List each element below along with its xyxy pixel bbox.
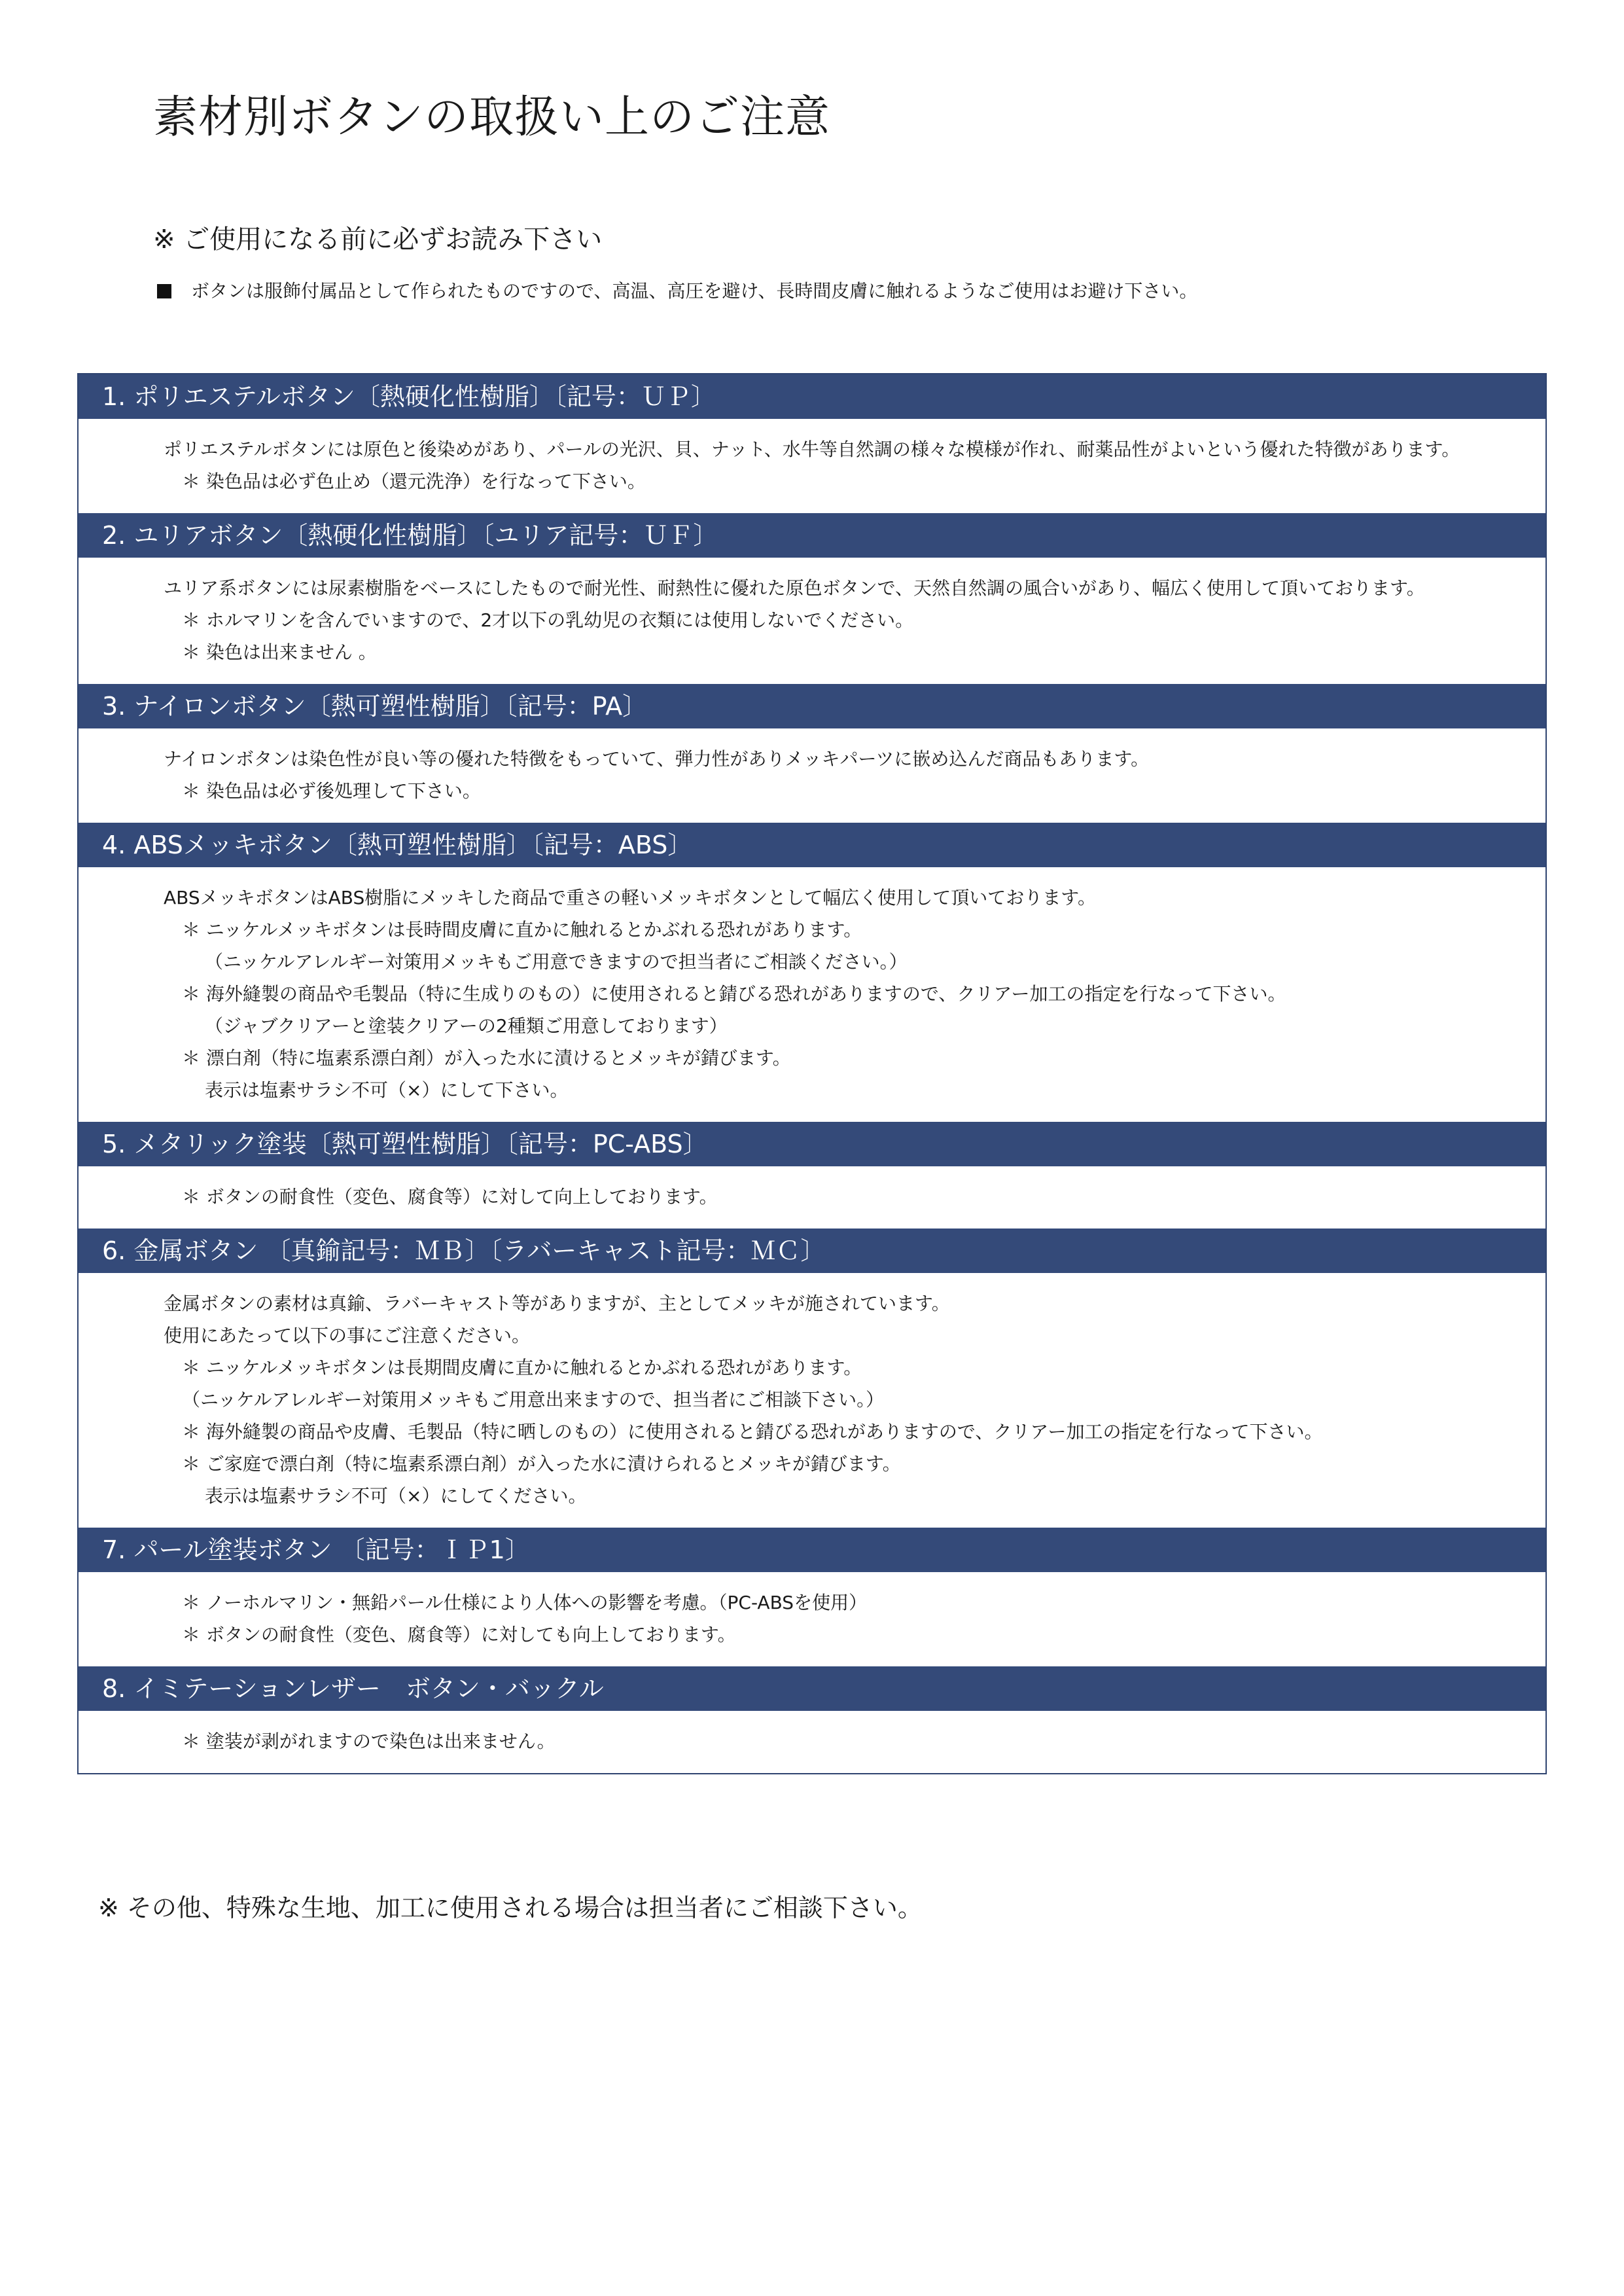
section-6-note: ＊ ご家庭で漂白剤（特に塩素系漂白剤）が入った水に漬けられるとメッキが錆びます。 [182, 1453, 901, 1475]
section-3-text: ナイロンボタンは染色性が良い等の優れた特徴をもっていて、弾力性がありメッキパーツに嵌め込んだ商品もあります。 [164, 748, 1150, 770]
section-4-note-continued: 表示は塩素サラシ不可（×）にして下さい。 [205, 1079, 569, 1101]
section-2-header: 2. ユリアボタン〔熱硬化性樹脂〕〔ユリア記号：ＵＦ〕 [79, 513, 1545, 558]
section-4-note: ＊ 漂白剤（特に塩素系漂白剤）が入った水に漬けるとメッキが錆びます。 [182, 1047, 791, 1069]
must-read-note: ※ ご使用になる前に必ずお読み下さい [153, 224, 603, 255]
section-8-header: 8. イミテーションレザー ボタン・バックル [79, 1666, 1545, 1711]
section-6-body [79, 1273, 1545, 1528]
section-4-text: ABSメッキボタンはABS樹脂にメッキした商品で重さの軽いメッキボタンとして幅広く使用して頂いております。 [164, 887, 1097, 908]
section-3-note: ＊ 染色品は必ず後処理して下さい。 [182, 780, 481, 802]
section-3-header: 3. ナイロンボタン〔熱可塑性樹脂〕〔記号：PA〕 [79, 684, 1545, 728]
section-8-body [79, 1711, 1545, 1773]
section-7-body [79, 1572, 1545, 1666]
square-bullet-icon [157, 284, 171, 298]
section-4-body [79, 867, 1545, 1122]
page-title: 素材別ボタンの取扱い上のご注意 [153, 92, 831, 143]
section-1-note: ＊ 染色品は必ず色止め（還元洗浄）を行なって下さい。 [182, 471, 646, 492]
section-1-body [79, 419, 1545, 513]
section-5-note: ＊ ボタンの耐食性（変色、腐食等）に対して向上しております。 [182, 1186, 718, 1208]
section-7-header: 7. パール塗装ボタン 〔記号：ＩＰ1〕 [79, 1528, 1545, 1572]
section-6-note-continued: （ニッケルアレルギー対策用メッキもご用意出来ますので、担当者にご相談下さい。） [182, 1389, 885, 1410]
section-4-note: ＊ 海外縫製の商品や毛製品（特に生成りのもの）に使用されると錆びる恐れがありますので、クリアー加工の指定を行なって下さい。 [182, 983, 1286, 1005]
section-4-header: 4. ABSメッキボタン〔熱可塑性樹脂〕〔記号：ABS〕 [79, 823, 1545, 867]
section-2-note: ＊ ホルマリンを含んでいますので、2才以下の乳幼児の衣類には使用しないでください。 [182, 609, 914, 631]
section-4-note-continued: （ジャブクリアーと塗装クリアーの2種類ご用意しております） [205, 1015, 728, 1037]
section-8-note: ＊ 塗装が剥がれますので染色は出来ません。 [182, 1731, 556, 1752]
section-6-header: 6. 金属ボタン 〔真鍮記号：ＭＢ〕〔ラバーキャスト記号：ＭＣ〕 [79, 1229, 1545, 1273]
section-3-body [79, 728, 1545, 823]
section-2-note: ＊ 染色は出来ません 。 [182, 641, 377, 663]
section-5-header: 5. メタリック塗装〔熱可塑性樹脂〕〔記号：PC-ABS〕 [79, 1122, 1545, 1166]
material-notes-table [77, 373, 1547, 1774]
section-6-note: ＊ ニッケルメッキボタンは長期間皮膚に直かに触れるとかぶれる恐れがあります。 [182, 1357, 862, 1378]
section-1-header: 1. ポリエステルボタン〔熱硬化性樹脂〕〔記号：ＵＰ〕 [79, 374, 1545, 419]
section-5-body [79, 1166, 1545, 1229]
section-7-note: ＊ ノーホルマリン・無鉛パール仕様により人体への影響を考慮。（PC-ABSを使用） [182, 1592, 868, 1613]
section-7-note: ＊ ボタンの耐食性（変色、腐食等）に対しても向上しております。 [182, 1624, 736, 1645]
section-4-note-continued: （ニッケルアレルギー対策用メッキもご用意できますので担当者にご相談ください。） [205, 951, 908, 973]
section-6-text: 使用にあたって以下の事にご注意ください。 [164, 1325, 531, 1346]
section-1-text: ポリエステルボタンには原色と後染めがあり、パールの光沢、貝、ナット、水牛等自然調の様々な模様が作れ、耐薬品性がよいという優れた特徴があります。 [164, 439, 1460, 460]
footer-note: ※ その他、特殊な生地、加工に使用される場合は担当者にご相談下さい。 [98, 1893, 923, 1922]
section-6-note-continued: 表示は塩素サラシ不可（×）にしてください。 [205, 1485, 587, 1507]
usage-notice [157, 278, 1197, 304]
usage-notice-text: ボタンは服飾付属品として作られたものですので、高温、高圧を避け、長時間皮膚に触れるようなご使用はお避け下さい。 [191, 280, 1198, 302]
section-2-text: ユリア系ボタンには尿素樹脂をベースにしたもので耐光性、耐熱性に優れた原色ボタンで、天然自然調の風合いがあり、幅広く使用して頂いております。 [164, 577, 1425, 599]
section-6-text: 金属ボタンの素材は真鍮、ラバーキャスト等がありますが、主としてメッキが施されています。 [164, 1293, 950, 1314]
section-2-body [79, 558, 1545, 684]
section-6-note: ＊ 海外縫製の商品や皮膚、毛製品（特に晒しのもの）に使用されると錆びる恐れがありますので、クリアー加工の指定を行なって下さい。 [182, 1421, 1323, 1443]
section-4-note: ＊ ニッケルメッキボタンは長時間皮膚に直かに触れるとかぶれる恐れがあります。 [182, 919, 862, 941]
